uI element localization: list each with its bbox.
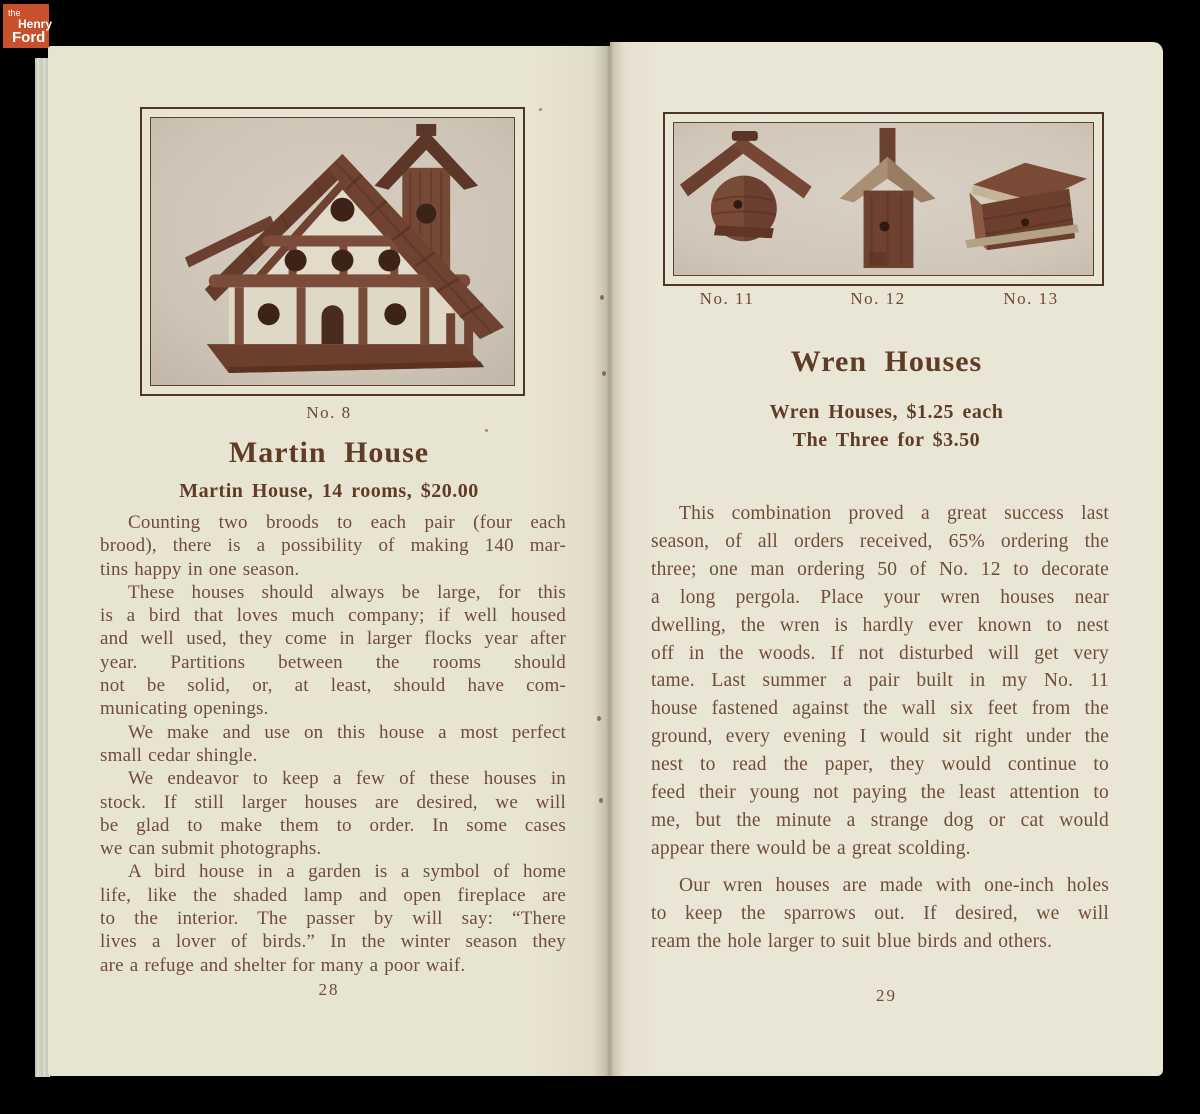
text-line: life, like the shaded lamp and open fireplace are (100, 884, 566, 906)
text-line: appear there would be a great scolding. (651, 837, 971, 859)
text-line: Our wren houses are made with one-inch holes (679, 874, 1109, 896)
text-line: ream the hole larger to suit blue birds and others. (651, 930, 1053, 952)
text-line: We make and use on this house a most perfect (128, 721, 566, 743)
logo-text-henry: Henry (18, 17, 53, 31)
text-line: house fastened against the wall six feet from the (651, 698, 1109, 720)
text-line: nest to read the paper, they would continue to (651, 754, 1109, 776)
text-line: we can submit photographs. (100, 838, 322, 860)
paragraph (100, 511, 566, 581)
binding-stitch (597, 716, 601, 721)
martin-house-illustration (151, 118, 514, 385)
text-line: stock. If still larger houses are desired, we will (100, 791, 566, 813)
text-line: to keep the sparrows out. If desired, we will (651, 902, 1109, 924)
paragraph (100, 860, 566, 976)
right-page-body-text (651, 500, 1109, 956)
paragraph (651, 500, 1109, 863)
left-page-title: Martin House (228, 436, 430, 469)
text-line: not be solid, or, at least, should have com- (100, 675, 566, 697)
text-line: season, of all orders received, 65% ordering the (651, 530, 1109, 552)
text-line: Counting two broods to each pair (four each (128, 512, 566, 533)
text-line: A bird house in a garden is a symbol of home (128, 861, 566, 883)
henry-ford-logo (3, 4, 53, 48)
martin-price-line: Martin House, 14 rooms, $20.00 (179, 480, 479, 502)
martin-house-photo (150, 117, 515, 386)
text-line: are a refuge and shelter for many a poor waif. (100, 954, 466, 976)
logo-text-the: the (8, 8, 21, 18)
text-line: year. Partitions between the rooms should (100, 651, 566, 673)
paragraph (651, 872, 1109, 956)
text-line: These houses should always be large, for this (128, 581, 566, 603)
text-line: to the interior. The passer by will say: “There (100, 908, 566, 930)
text-line: dwelling, the wren is hardly ever known to nest (651, 614, 1109, 636)
text-line: This combination proved a great success last (679, 503, 1109, 524)
wren-houses-illustration (674, 123, 1093, 275)
text-line: ground, every evening I would sit right under the (651, 726, 1109, 748)
photo-caption-no11: No. 11 (699, 289, 755, 308)
left-page-number: 28 (318, 980, 340, 999)
text-line: be glad to make them to order. In some cases (100, 814, 566, 836)
wren-price-line-1: Wren Houses, $1.25 each (769, 401, 1004, 423)
text-line: We endeavor to keep a few of these houses in (128, 768, 566, 790)
martin-house-photo-frame (140, 107, 525, 396)
text-line: and well used, they come in larger flocks year after (100, 628, 566, 650)
photo-caption-no13: No. 13 (1003, 289, 1059, 308)
wren-houses-photo (673, 122, 1094, 276)
binding-stitch (602, 371, 606, 376)
text-line: small cedar shingle. (100, 744, 258, 766)
paper-speck (485, 429, 488, 432)
right-page (610, 42, 1163, 1076)
text-line: municating openings. (100, 698, 269, 720)
logo-text-ford: Ford (12, 29, 46, 46)
binding-stitch (599, 798, 603, 803)
text-line: a long pergola. Place your wren houses near (651, 586, 1109, 608)
text-line: tame. Last summer a pair built in my No. 11 (651, 670, 1109, 692)
text-line: three; one man ordering 50 of No. 12 to decorate (651, 558, 1109, 580)
photo-caption-no8: No. 8 (306, 403, 352, 422)
left-page-body-text (100, 511, 566, 977)
text-line: me, but the minute a strange dog or cat would (651, 809, 1109, 831)
wren-houses-photo-frame (663, 112, 1104, 286)
right-page-title: Wren Houses (790, 345, 983, 378)
text-line: feed their young not paying the least attention to (651, 782, 1109, 804)
paragraph (100, 581, 566, 721)
left-page (48, 46, 610, 1076)
text-line: off in the woods. If not disturbed will get very (651, 642, 1109, 664)
right-page-number: 29 (876, 986, 897, 1005)
photo-caption-no12: No. 12 (850, 289, 906, 308)
paper-speck (539, 108, 542, 111)
binding-stitch (600, 295, 604, 300)
text-line: lives a lover of birds.” In the winter season they (100, 931, 566, 953)
text-line: tins happy in one season. (100, 558, 300, 580)
paragraph (100, 721, 566, 768)
paragraph (100, 767, 566, 860)
wren-price-line-2: The Three for $3.50 (792, 429, 981, 451)
text-line: brood), there is a possibility of making 140 mar- (100, 535, 566, 557)
text-line: is a bird that loves much company; if well housed (100, 605, 566, 627)
